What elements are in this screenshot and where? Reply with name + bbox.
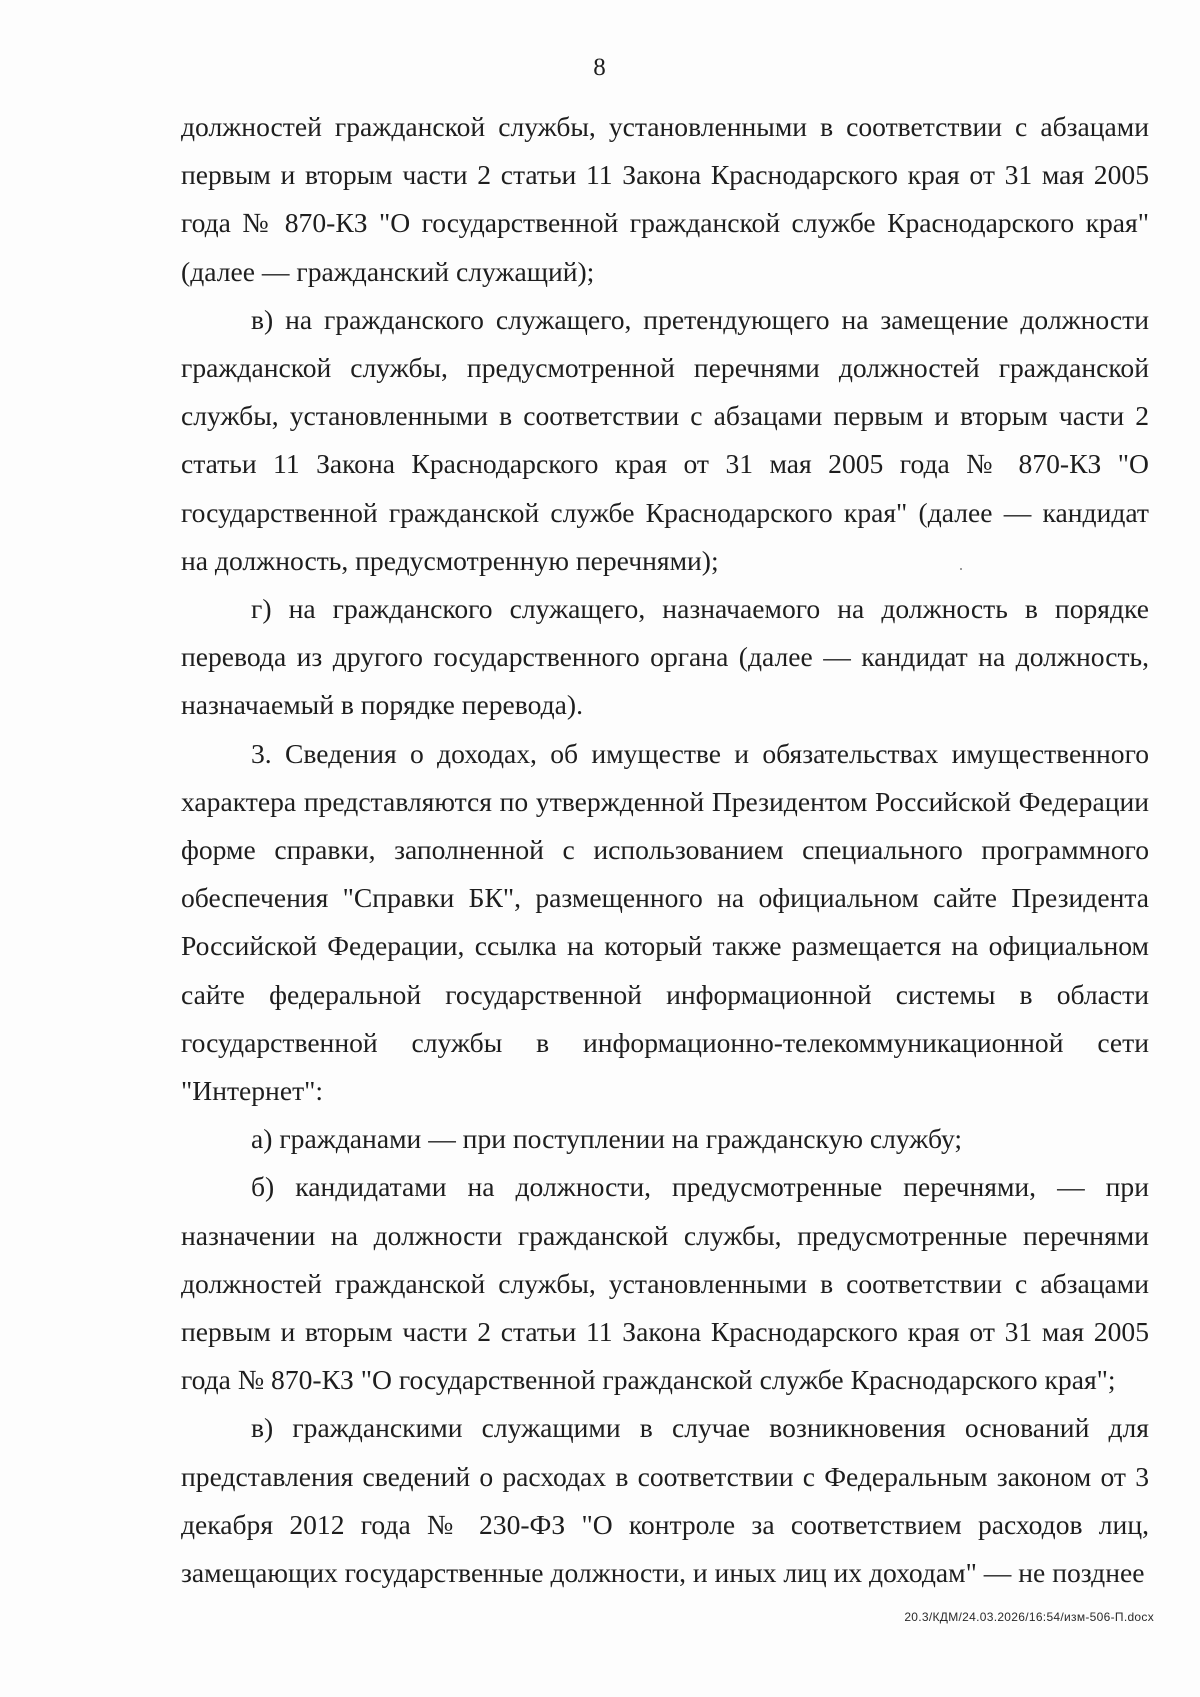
paragraph-item-v2: в) гражданскими служащими в случае возникновения оснований для представления сведений о расходах в соответствии с Федеральным законом от 3 декабря 2012 года № 230-ФЗ "О контроле за соответствием расходов лиц, замещающих государственные должности, и иных лиц их доходам" — не позднее [181, 1412, 1149, 1589]
document-body [181, 103, 1149, 1597]
paragraph-continuation: должностей гражданской службы, установленными в соответствии с абзацами первым и вторым части 2 статьи 11 Закона Краснодарского края от 31 мая 2005 года № 870-КЗ "О государственной гражданской службе Краснодарского края" (далее — гражданский служащий); [181, 111, 1149, 287]
paragraph-item-v: в) на гражданского служащего, претендующего на замещение должности гражданской службы, предусмотренной перечнями должностей гражданской службы, установленными в соответствии с абзацами первым и вторым части 2 статьи 11 Закона Краснодарского края от 31 мая 2005 года № 870-КЗ "О государственной гражданской службе Краснодарского края" (далее — кандидат на должность, предусмотренную перечнями); [181, 303, 1149, 576]
page-number: 8 [593, 54, 607, 81]
paragraph-item-b: б) кандидатами на должности, предусмотренные перечнями, — при назначении на должности гражданской службы, предусмотренные перечнями должностей гражданской службы, установленными в соответствии с абзацами первым и вторым части 2 статьи 11 Закона Краснодарского края от 31 мая 2005 года № 870-КЗ "О государственной гражданской службе Краснодарского края"; [181, 1171, 1149, 1396]
paragraph-section-3: 3. Сведения о доходах, об имуществе и обязательствах имущественного характера представляются по утвержденной Президентом Российской Федерации форме справки, заполненной с использованием специального программного обеспечения "Справки БК", размещенного на официальном сайте Президента Российской Федерации, ссылка на который также размещается на официальном сайте федеральной государственной информационной системы в области государственной службы в информационно-телекоммуникационной сети "Интернет": [181, 737, 1149, 1107]
paragraph-item-g: г) на гражданского служащего, назначаемого на должность в порядке перевода из другого государственного органа (далее — кандидат на должность, назначаемый в порядке перевода). [181, 593, 1149, 721]
paragraph-item-a: а) гражданами — при поступлении на гражданскую службу; [251, 1123, 963, 1155]
footer-file-code: 20.3/КДМ/24.03.2026/16:54/изм-506-П.docx [904, 1610, 1154, 1624]
scan-speck [960, 568, 962, 570]
